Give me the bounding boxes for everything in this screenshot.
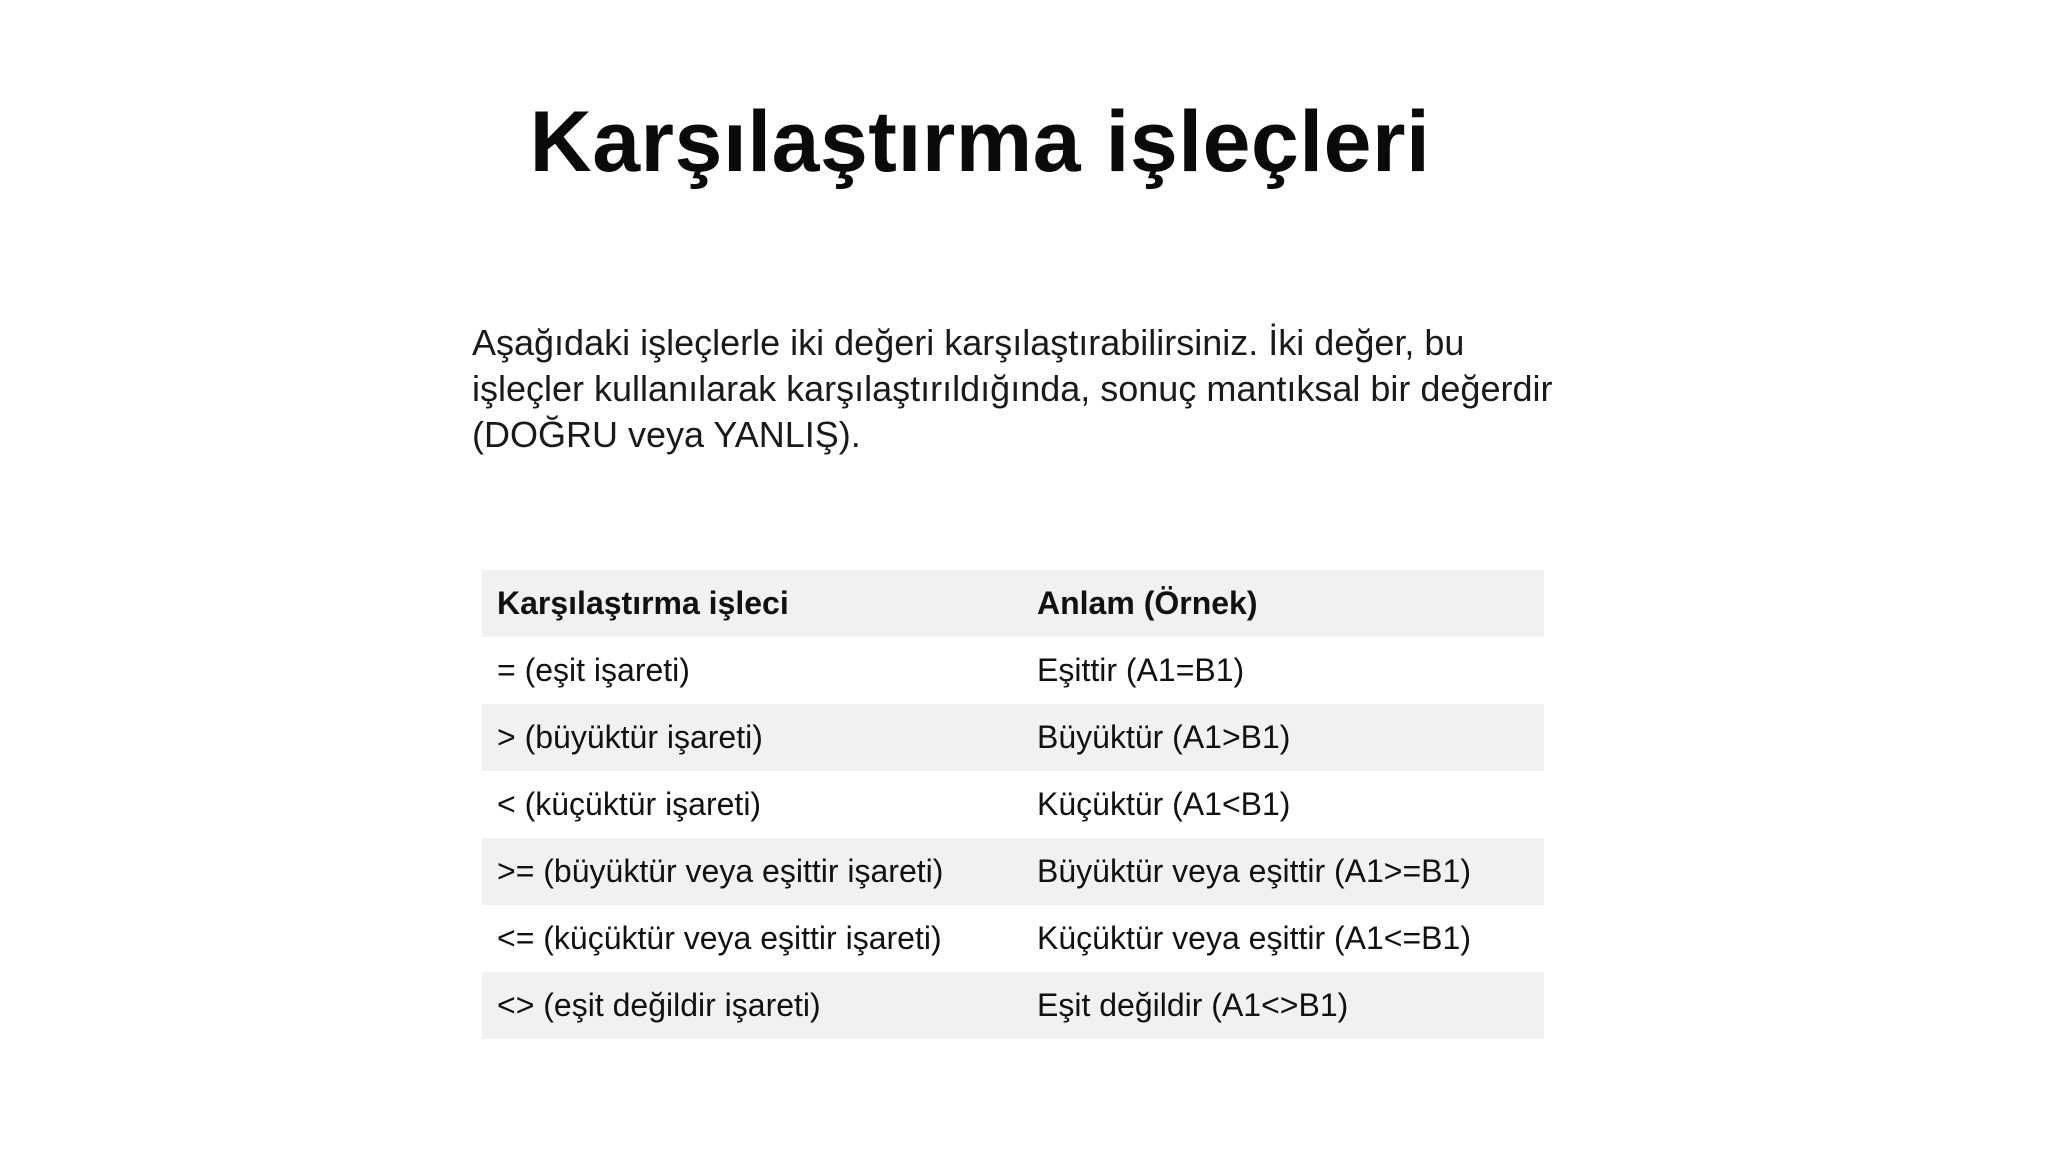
header-operator: Karşılaştırma işleci [497,585,789,621]
meaning-cell: Eşit değildir (A1<>B1) [1037,987,1349,1023]
table-header-row [482,570,1544,637]
operator-cell: <> (eşit değildir işareti) [497,987,821,1023]
table-row [482,972,1544,1039]
table-row [482,838,1544,905]
meaning-cell: Küçüktür veya eşittir (A1<=B1) [1037,920,1471,956]
meaning-cell: Büyüktür veya eşittir (A1>=B1) [1037,853,1471,889]
meaning-cell: Büyüktür (A1>B1) [1037,719,1291,755]
intro-paragraph: Aşağıdaki işleçlerle iki değeri karşılaştırabilirsiniz. İki değer, bu işleçler kullanılarak karşılaştırıldığında, sonuç mantıksal bir değerdir (DOĞRU veya YANLIŞ). [472,322,1553,455]
operator-cell: = (eşit işareti) [497,652,690,688]
header-meaning: Anlam (Örnek) [1037,585,1258,621]
table-row [482,637,1544,704]
meaning-cell: Eşittir (A1=B1) [1037,652,1245,688]
comparison-operators-table [482,570,1544,1039]
meaning-cell: Küçüktür (A1<B1) [1037,786,1291,822]
operator-cell: > (büyüktür işareti) [497,719,763,755]
operator-cell: <= (küçüktür veya eşittir işareti) [497,920,942,956]
slide-title: Karşılaştırma işleçleri [529,94,1431,190]
operator-cell: < (küçüktür işareti) [497,786,762,822]
table-row [482,704,1544,771]
table-row [482,771,1544,838]
table-row [482,905,1544,972]
operator-cell: >= (büyüktür veya eşittir işareti) [497,853,944,889]
